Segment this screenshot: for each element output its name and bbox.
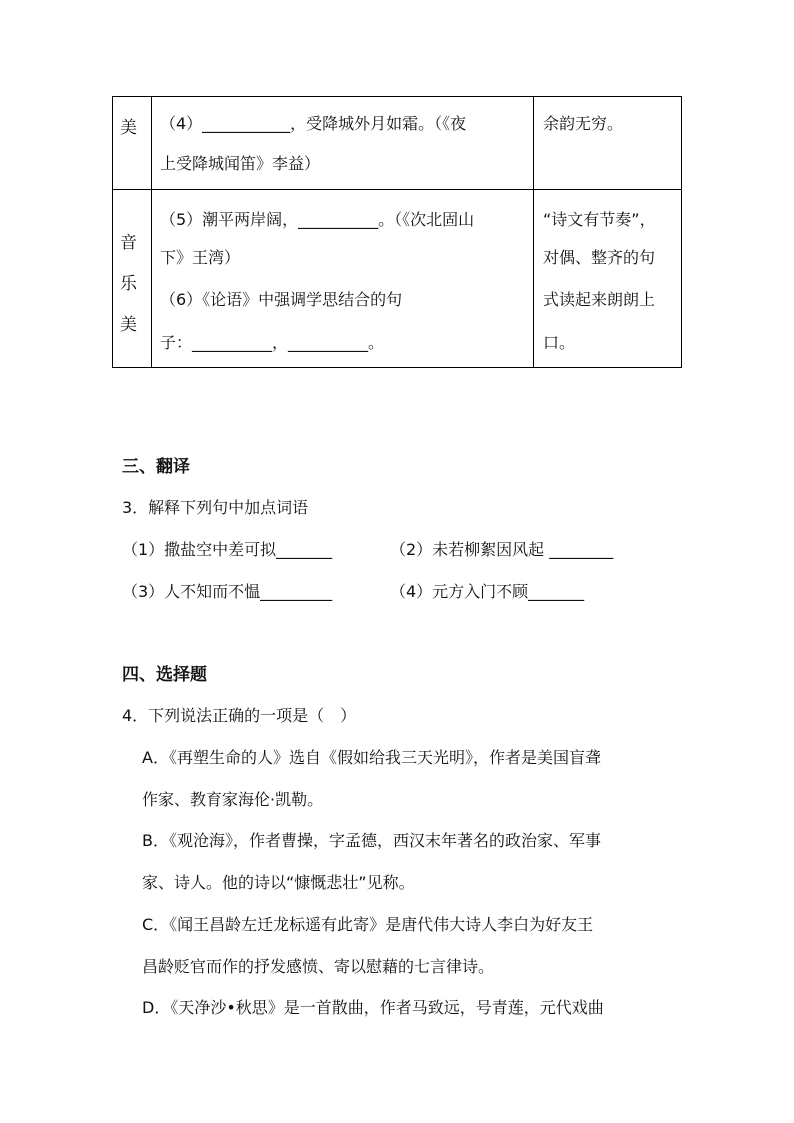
table-border-bottom bbox=[112, 367, 682, 368]
table-cell-comment-line: 对偶、整齐的句 bbox=[543, 248, 656, 267]
table-col-divider-1 bbox=[151, 96, 152, 368]
poetry-table bbox=[112, 96, 682, 368]
table-row-divider bbox=[112, 189, 682, 190]
table-cell-comment-line: 式读起来朗朗上 bbox=[543, 290, 656, 309]
table-cell-comment-line: “诗文有节奏”， bbox=[543, 210, 656, 229]
question-3-item-1: （1）撒盐空中差可拟_______ bbox=[122, 540, 333, 559]
table-cell-comment-line: 余韵无穷。 bbox=[543, 114, 624, 133]
table-cell-content-line: 子：__________，__________。 bbox=[160, 333, 385, 352]
table-border-right bbox=[681, 96, 682, 368]
question-3-item-4: （4）元方入门不顾_______ bbox=[390, 582, 585, 601]
option-line: A．《再塑生命的人》选自《假如给我三天光明》，作者是美国盲聋 bbox=[142, 748, 601, 767]
option-line: 家、诗人。他的诗以“慷慨悲壮”见称。 bbox=[142, 873, 415, 892]
category-char: 美 bbox=[120, 118, 137, 138]
question-3-item-2: （2）未若柳絮因风起 ________ bbox=[390, 540, 614, 559]
option-line: 昌龄贬官而作的抒发感愤、寄以慰藉的七言律诗。 bbox=[142, 957, 495, 976]
category-char: 美 bbox=[120, 315, 137, 335]
question-4-prompt: 4．下列说法正确的一项是（ ） bbox=[122, 706, 357, 725]
option-line: 作家、教育家海伦·凯勒。 bbox=[142, 790, 324, 809]
option-line: B．《观沧海》，作者曹操，字孟德，西汉末年著名的政治家、军事 bbox=[142, 831, 601, 850]
option-line: C．《闻王昌龄左迁龙标遥有此寄》是唐代伟大诗人李白为好友王 bbox=[142, 915, 594, 934]
table-cell-content-line: 上受降城闻笛》李益） bbox=[160, 154, 321, 173]
table-cell-content-line: 下》王湾） bbox=[160, 248, 241, 267]
category-char: 音 bbox=[120, 233, 137, 253]
table-col-divider-2 bbox=[533, 96, 534, 368]
table-border-left bbox=[112, 96, 113, 368]
section-heading-multiple-choice: 四、选择题 bbox=[122, 665, 207, 685]
option-line: D．《天净沙•秋思》是一首散曲，作者马致远，号青莲，元代戏曲 bbox=[142, 998, 604, 1017]
table-cell-comment-line: 口。 bbox=[543, 333, 576, 352]
table-cell-content-line: （4）___________，受降城外月如霜。（《夜 bbox=[160, 114, 467, 133]
question-3-item-3: （3）人不知而不愠_________ bbox=[122, 582, 333, 601]
table-cell-content-line: （5）潮平两岸阔，__________。（《次北固山 bbox=[160, 210, 475, 229]
table-border-top bbox=[112, 96, 682, 97]
section-heading-translation: 三、翻译 bbox=[122, 457, 190, 477]
category-char: 乐 bbox=[120, 274, 137, 294]
question-3-prompt: 3．解释下列句中加点词语 bbox=[122, 498, 309, 517]
table-cell-content-line: （6）《论语》中强调学思结合的句 bbox=[160, 290, 403, 309]
